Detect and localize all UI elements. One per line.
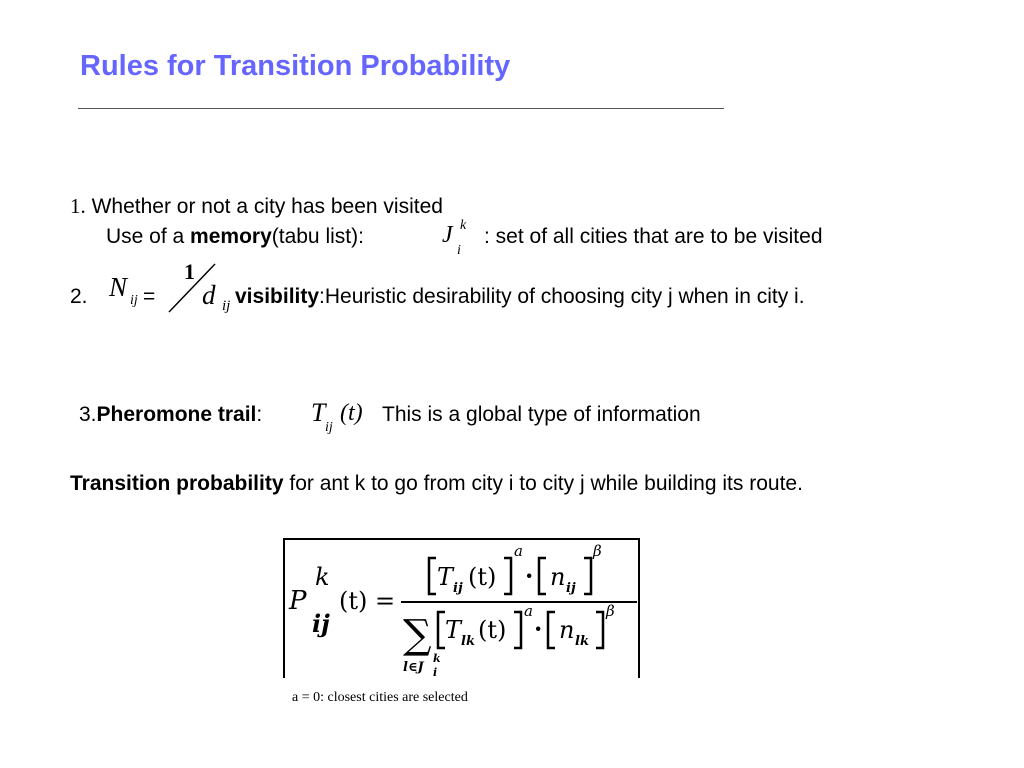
denominator-beta: β bbox=[606, 602, 615, 620]
denominator-T-subscript: lk bbox=[461, 634, 475, 649]
visibility-d-subscript: ij bbox=[222, 298, 231, 314]
item-1-memory-line bbox=[106, 224, 364, 250]
numerator-beta: β bbox=[593, 542, 602, 560]
denominator-right-bracket-2 bbox=[596, 612, 603, 648]
visibility-N: N bbox=[109, 272, 128, 302]
tabu-set-superscript: k bbox=[460, 218, 467, 233]
transition-probability-formula bbox=[283, 538, 640, 678]
formula-lhs-argument: (t) = bbox=[339, 587, 396, 615]
formula-P-subscript: ij bbox=[312, 609, 330, 638]
item-1 bbox=[70, 193, 443, 220]
formula-P-superscript: k bbox=[315, 563, 330, 591]
denominator-left-bracket-1 bbox=[438, 612, 445, 648]
sum-index-subscript: i bbox=[433, 666, 438, 679]
denominator-T-argument: (t) bbox=[478, 616, 507, 644]
numerator-left-bracket-1 bbox=[429, 558, 436, 594]
numerator-right-bracket-1 bbox=[504, 558, 511, 594]
numerator-T-subscript: ij bbox=[453, 581, 463, 596]
numerator-n-subscript: ij bbox=[566, 581, 576, 596]
formula-P: P bbox=[289, 586, 307, 616]
denominator-left-bracket-2 bbox=[548, 612, 555, 648]
item-1-number: 1. bbox=[70, 194, 86, 218]
visibility-equals: = bbox=[143, 285, 156, 308]
visibility-term: visibility bbox=[235, 285, 320, 308]
numerator-alpha: a bbox=[514, 542, 523, 560]
pheromone-argument: (t) bbox=[340, 400, 363, 426]
numerator-dot: · bbox=[525, 561, 534, 590]
pheromone-term: Pheromone trail bbox=[96, 403, 257, 426]
denominator-alpha: a bbox=[524, 602, 533, 620]
tabu-set-J: J bbox=[442, 222, 453, 248]
visibility-numerator: 1 bbox=[184, 259, 195, 284]
memory-line-prefix: Use of a bbox=[106, 225, 191, 248]
item-3-number: 3. bbox=[79, 403, 97, 426]
item-1-text: Whether or not a city has been visited bbox=[91, 195, 443, 218]
tabu-set-subscript: i bbox=[457, 243, 461, 258]
numerator-T: T bbox=[437, 563, 454, 591]
denominator-dot: · bbox=[534, 614, 543, 643]
item-3 bbox=[79, 402, 262, 428]
transition-probability-line bbox=[70, 471, 803, 497]
transition-probability-text: for ant k to go from city i to city j while building its route. bbox=[283, 472, 803, 495]
denominator-n-subscript: lk bbox=[575, 634, 589, 649]
visibility-text: :Heuristic desirability of choosing city j when in city i. bbox=[319, 285, 805, 308]
pheromone-T-subscript: ij bbox=[325, 420, 333, 435]
sum-index-superscript: k bbox=[433, 652, 441, 665]
visibility-d: d bbox=[202, 280, 216, 310]
denominator-n: n bbox=[559, 616, 575, 644]
sum-index: l∈J bbox=[403, 660, 424, 675]
visibility-N-subscript: ij bbox=[130, 293, 138, 308]
numerator-right-bracket-2 bbox=[584, 558, 591, 594]
pheromone-colon: : bbox=[256, 403, 263, 426]
pheromone-T: T bbox=[311, 398, 326, 427]
numerator-T-argument: (t) bbox=[468, 563, 497, 591]
title-underline bbox=[78, 108, 724, 109]
fraction-slash bbox=[165, 260, 225, 316]
tabu-list-label: (tabu list): bbox=[271, 225, 364, 248]
item-2-number: 2. bbox=[70, 285, 88, 308]
pheromone-description: This is a global type of information bbox=[382, 403, 701, 426]
numerator-left-bracket-2 bbox=[539, 558, 546, 594]
numerator-n: n bbox=[550, 563, 566, 591]
denominator-T: T bbox=[445, 616, 462, 644]
formula-graphic bbox=[285, 540, 640, 680]
visibility-description bbox=[235, 284, 805, 310]
denominator-right-bracket-1 bbox=[514, 612, 521, 648]
slide-title: Rules for Transition Probability bbox=[80, 50, 511, 82]
memory-term: memory bbox=[190, 225, 272, 248]
alpha-zero-note: a = 0: closest cities are selected bbox=[292, 690, 468, 705]
tabu-set-description: : set of all cities that are to be visited bbox=[484, 225, 823, 248]
formula-sum-symbol: ∑ bbox=[403, 612, 432, 658]
transition-probability-term: Transition probability bbox=[70, 472, 284, 495]
tabu-set-symbol bbox=[442, 222, 453, 249]
